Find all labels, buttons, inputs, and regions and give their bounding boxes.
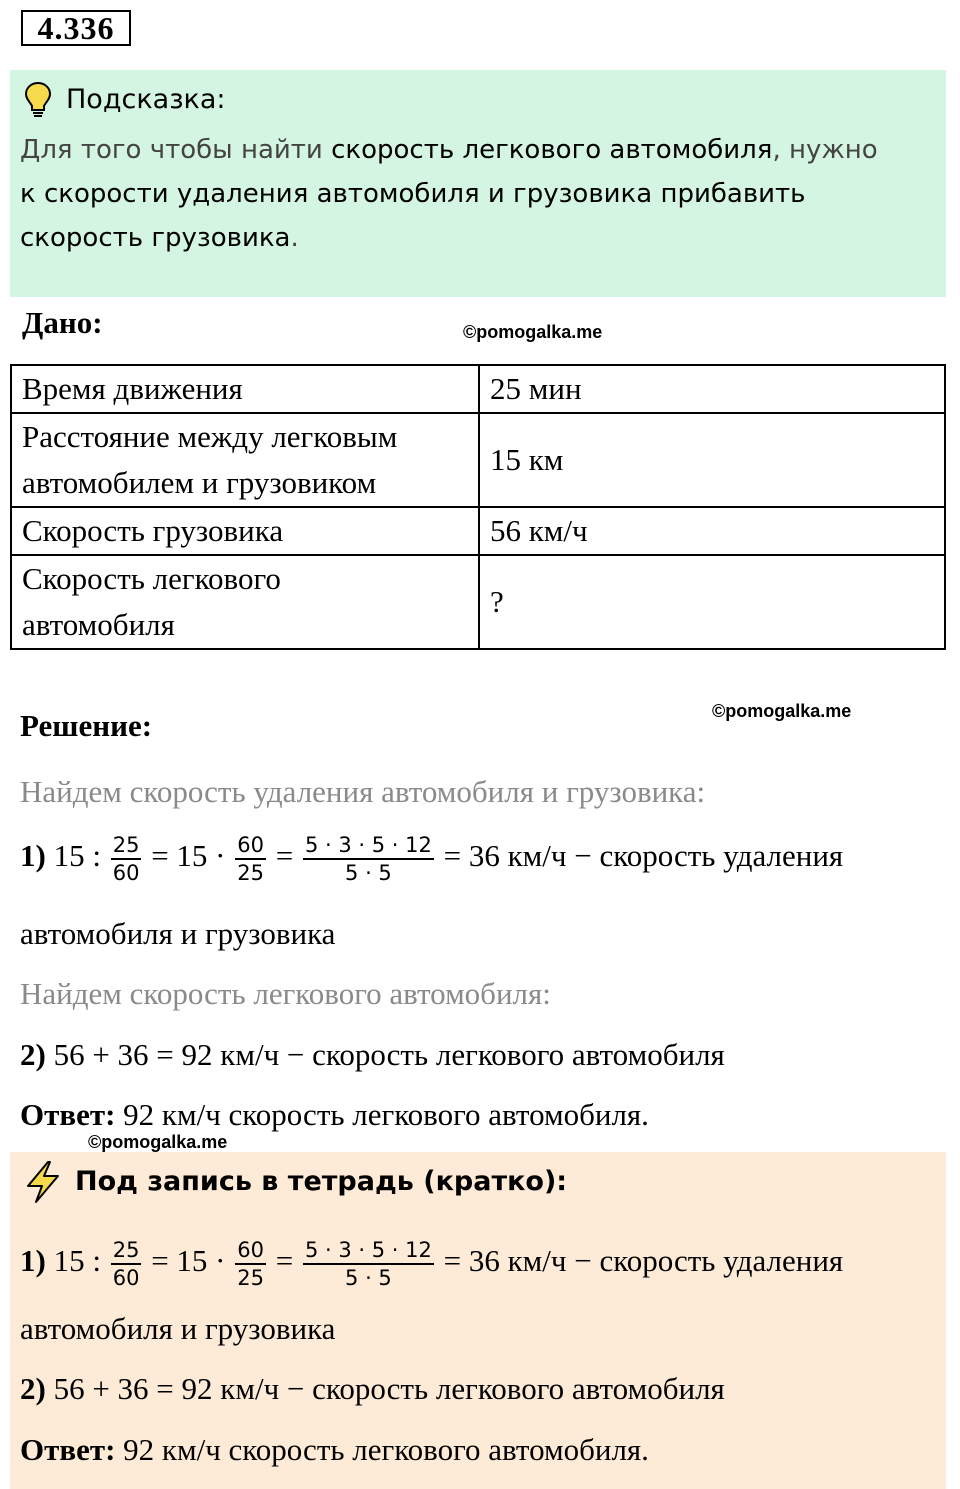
given-table bbox=[10, 364, 946, 650]
lightbulb-icon bbox=[22, 80, 54, 120]
answer: Ответ: 92 км/ч скорость легкового автомобиля. bbox=[20, 1097, 649, 1132]
watermark: ©pomogalka.me bbox=[88, 1132, 228, 1152]
step1-intro: Найдем скорость удаления автомобиля и грузовика: bbox=[20, 774, 706, 809]
table-cell-label: Скорость грузовика bbox=[11, 507, 479, 555]
solution-heading: Решение: bbox=[20, 708, 153, 743]
given-heading: Дано: bbox=[22, 305, 103, 340]
table-cell-value: 56 км/ч bbox=[479, 507, 945, 555]
step2-equation: 2) 56 + 36 = 92 км/ч − скорость легкового автомобиля bbox=[20, 1037, 725, 1072]
watermark: ©pomogalka.me bbox=[463, 322, 603, 342]
table-row bbox=[11, 555, 945, 649]
table-row bbox=[11, 365, 945, 413]
problem-number: 4.336 bbox=[21, 10, 131, 46]
notebook-step1: 1) 15 : $\frac{25}{60}$ = 15 · $\frac{60}{25}$ = $\frac{5 \cdot 3 \cdot 5 \cdot 12}{5 \cdot 5}$ = 36 км/ч − скорость удаления bbox=[20, 1238, 844, 1290]
fraction: $\frac{25}{60}$ bbox=[112, 833, 140, 885]
notebook-title: Под запись в тетрадь (кратко): bbox=[75, 1166, 568, 1197]
table-row bbox=[11, 507, 945, 555]
fraction: $\frac{25}{60}$ bbox=[112, 1238, 140, 1290]
table-cell-label: Скорость легкового автомобиля bbox=[11, 555, 479, 649]
table-row bbox=[11, 413, 945, 507]
notebook-answer: Ответ: 92 км/ч скорость легкового автомобиля. bbox=[20, 1432, 649, 1467]
table-cell-label: Расстояние между легковым автомобилем и грузовиком bbox=[11, 413, 479, 507]
notebook-step2: 2) 56 + 36 = 92 км/ч − скорость легкового автомобиля bbox=[20, 1371, 725, 1406]
fraction: $\frac{60}{25}$ bbox=[237, 1238, 264, 1290]
fraction: $\frac{5 \cdot 3 \cdot 5 \cdot 12}{5 \cdot 5}$ bbox=[304, 833, 432, 885]
hint-title: Подсказка: bbox=[66, 84, 226, 115]
table-cell-label: Время движения bbox=[11, 365, 479, 413]
table-cell-value: 15 км bbox=[479, 413, 945, 507]
fraction: $\frac{5 \cdot 3 \cdot 5 \cdot 12}{5 \cdot 5}$ bbox=[304, 1238, 432, 1290]
table-cell-value: 25 мин bbox=[479, 365, 945, 413]
step1-equation: 1) 15 : $\frac{25}{60}$ = 15 · $\frac{60}{25}$ = $\frac{5 \cdot 3 \cdot 5 \cdot 12}{5 \cdot 5}$ = 36 км/ч − скорость удаления bbox=[20, 833, 844, 885]
notebook-step1-continuation: автомобиля и грузовика bbox=[20, 1311, 336, 1346]
lightning-icon bbox=[22, 1160, 64, 1204]
step1-continuation: автомобиля и грузовика bbox=[20, 916, 336, 951]
hint-text: Для того чтобы найти скорость легкового автомобиля, нужно к скорости удаления автомобиля и грузовика прибавить скорость грузовика. bbox=[20, 135, 878, 253]
watermark: ©pomogalka.me bbox=[712, 701, 852, 721]
table-cell-value: ? bbox=[479, 555, 945, 649]
step2-intro: Найдем скорость легкового автомобиля: bbox=[20, 976, 551, 1011]
fraction: $\frac{60}{25}$ bbox=[237, 833, 264, 885]
